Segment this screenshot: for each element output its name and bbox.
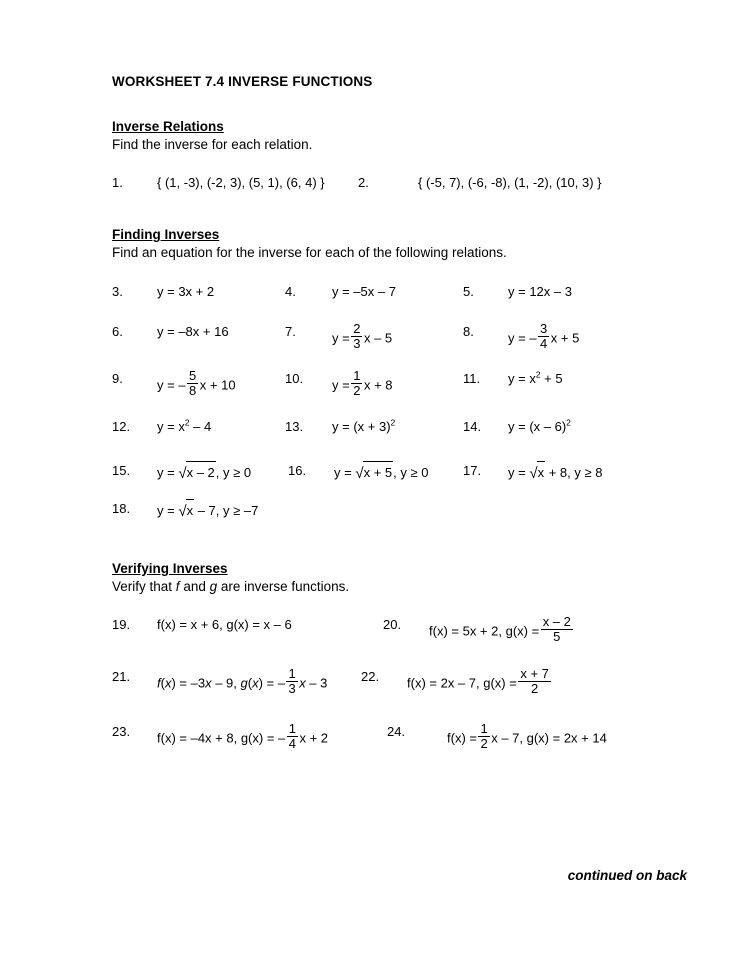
instruction-text-mid: and (179, 578, 210, 594)
problem-expression-18 (157, 499, 258, 522)
problem-expression-4: y = –5x – 7 (332, 283, 396, 299)
problem-row-19-20 (112, 615, 692, 667)
fraction (538, 322, 549, 351)
radicand: x + 5 (363, 461, 394, 483)
paren-open: ( (160, 675, 165, 691)
problem-number-13: 13. (285, 418, 304, 434)
function-name-f: f (157, 675, 161, 691)
expr-tail: x – 7, g(x) = 2x + 14 (491, 730, 607, 746)
problem-number-11: 11. (463, 370, 481, 386)
problem-row-1-2 (112, 173, 692, 199)
problem-expression-24 (447, 722, 607, 751)
exponent: 2 (566, 417, 571, 428)
problem-row-3-5 (112, 282, 692, 322)
expr-tail: – 4 (189, 418, 212, 434)
section-heading-finding-inverses: Finding Inverses (112, 227, 220, 243)
expr-lead: y = (508, 464, 526, 480)
problem-number-4: 4. (285, 283, 296, 299)
problem-row-23-24 (112, 722, 692, 772)
expr-lead: f(x) = (447, 730, 477, 746)
problem-number-6: 6. (112, 323, 123, 339)
problem-number-18: 18. (112, 500, 131, 516)
fraction-denominator: 3 (353, 335, 361, 351)
expr-lead: f(x) = 2x – 7, g(x) = (407, 675, 517, 691)
expr-lead: y = (157, 464, 175, 480)
problem-row-21-22 (112, 667, 692, 722)
fraction (518, 667, 551, 696)
problem-number-3: 3. (112, 283, 123, 299)
problem-number-9: 9. (112, 370, 123, 386)
fraction (351, 322, 362, 351)
variable-f: f (175, 578, 180, 594)
problem-expression-7 (332, 322, 392, 351)
problem-expression-8 (508, 322, 579, 351)
function-name-g: g (240, 675, 248, 691)
variable-x: x (299, 675, 306, 691)
problem-expression-21 (157, 667, 327, 696)
problem-expression-5: y = 12x – 3 (508, 283, 572, 299)
expr-tail: , y ≥ 0 (215, 464, 252, 480)
fraction (287, 722, 298, 751)
radical-sign: √ (355, 464, 364, 482)
expr-lead: y = x (508, 370, 536, 386)
problem-number-7: 7. (285, 323, 296, 339)
paren-open: ( (247, 675, 253, 691)
fraction-numerator: 2 (353, 320, 361, 336)
problem-number-2: 2. (358, 175, 369, 191)
fraction-denominator: 3 (288, 681, 296, 697)
radicand: x (186, 499, 195, 521)
problem-number-22: 22. (361, 669, 380, 685)
expr-lead: y = x (157, 418, 185, 434)
problem-number-12: 12. (112, 418, 131, 434)
problem-number-5: 5. (463, 283, 474, 299)
fraction-denominator: 8 (189, 382, 197, 398)
fraction-denominator: 2 (353, 382, 361, 398)
exponent: 2 (535, 369, 541, 380)
square-root-icon (178, 461, 215, 484)
problem-number-14: 14. (463, 418, 482, 434)
expr-tail: x + 5 (550, 330, 580, 346)
expr-tail: x + 8 (363, 377, 393, 393)
fraction-numerator: 5 (189, 367, 197, 383)
expr-lead: f(x) = –4x + 8, g(x) = – (157, 730, 286, 746)
section-instruction-finding-inverses: Find an equation for the inverse for each of the following relations. (112, 245, 507, 261)
fraction-numerator: x – 2 (542, 614, 571, 630)
fraction-denominator: 2 (480, 736, 488, 752)
variable-x: x (164, 675, 172, 691)
expr-lead: y = (332, 377, 350, 393)
problem-expression-9 (157, 369, 236, 398)
expr-lead: y = (157, 502, 175, 518)
problem-number-21: 21. (112, 669, 131, 685)
variable-g: g (209, 578, 218, 594)
problem-expression-19: f(x) = x + 6, g(x) = x – 6 (157, 617, 292, 633)
problem-expression-11 (508, 369, 563, 389)
fraction-numerator: x + 7 (520, 666, 549, 682)
problem-expression-23 (157, 722, 328, 751)
radicand: x – 2 (186, 461, 216, 483)
expr-lead: y = (334, 464, 352, 480)
section-instruction-verifying-inverses (112, 578, 692, 596)
expr-lead: y = (x – 6) (508, 418, 567, 434)
problem-number-19: 19. (112, 617, 131, 633)
expr-tail: – 3 (305, 675, 328, 691)
problem-expression-3: y = 3x + 2 (157, 283, 215, 299)
fraction-numerator: 1 (353, 367, 361, 383)
radical-sign: √ (178, 502, 187, 520)
fraction-denominator: 5 (541, 629, 573, 644)
problem-expression-14 (508, 417, 571, 437)
fraction-numerator: 1 (288, 721, 296, 737)
expr-tail: x + 2 (299, 730, 329, 746)
problem-row-18 (112, 499, 692, 535)
section-instruction-inverse-relations: Find the inverse for each relation. (112, 136, 313, 152)
expr-lead: f(x) = 5x + 2, g(x) = (429, 623, 540, 639)
radical-sign: √ (178, 464, 187, 482)
problem-expression-1: { (1, -3), (-2, 3), (5, 1), (6, 4) } (157, 175, 325, 191)
fraction-denominator: 2 (518, 681, 551, 696)
section-heading-verifying-inverses: Verifying Inverses (112, 560, 228, 576)
fraction (187, 369, 198, 398)
expr-tail: + 8, y ≥ 8 (545, 464, 603, 480)
variable-x: x (252, 675, 259, 691)
instruction-text-post: are inverse functions. (217, 578, 350, 594)
expr-lead: y = (x + 3) (332, 418, 391, 434)
expr-part: ) = – (258, 675, 285, 691)
instruction-text-pre: Verify that (112, 578, 176, 594)
exponent: 2 (390, 417, 396, 428)
fraction (478, 722, 489, 751)
problem-number-24: 24. (387, 724, 406, 740)
fraction-numerator: 1 (480, 721, 488, 737)
problem-expression-2: { (-5, 7), (-6, -8), (1, -2), (10, 3) } (418, 175, 602, 191)
expr-tail: – 7, y ≥ –7 (194, 502, 259, 518)
square-root-icon (178, 499, 194, 522)
expr-lead: y = – (157, 377, 186, 393)
expr-part: – 9, (211, 675, 241, 691)
problem-expression-20 (429, 615, 574, 644)
expr-lead: y = – (508, 330, 537, 346)
problem-expression-13 (332, 417, 395, 437)
problem-number-15: 15. (112, 462, 131, 478)
fraction (541, 615, 573, 644)
fraction (286, 667, 297, 696)
problem-number-23: 23. (112, 724, 131, 740)
expr-lead: y = (332, 330, 350, 346)
problem-expression-16 (334, 461, 428, 484)
square-root-icon (355, 461, 393, 484)
page-title: WORKSHEET 7.4 INVERSE FUNCTIONS (112, 74, 373, 89)
document-body (112, 74, 692, 772)
expr-part: ) = –3 (171, 675, 206, 691)
problem-number-8: 8. (463, 323, 474, 339)
problem-number-10: 10. (285, 370, 304, 386)
problem-row-15-17 (112, 461, 692, 499)
problem-row-9-11 (112, 369, 692, 417)
problem-number-17: 17. (463, 462, 482, 478)
fraction-denominator: 4 (540, 335, 548, 351)
fraction-denominator: 4 (288, 736, 296, 752)
problem-expression-15 (157, 461, 251, 484)
problem-expression-6: y = –8x + 16 (157, 323, 229, 339)
problem-row-12-14 (112, 417, 692, 461)
problem-number-16: 16. (288, 462, 307, 478)
problem-expression-17 (508, 461, 602, 484)
variable-x: x (205, 675, 212, 691)
problem-expression-12 (157, 417, 211, 437)
expr-tail: + 5 (540, 370, 563, 386)
expr-tail: x + 10 (199, 377, 236, 393)
expr-tail: x – 5 (363, 330, 393, 346)
footer-note: continued on back (567, 868, 687, 883)
fraction-numerator: 3 (540, 320, 548, 336)
expr-tail: , y ≥ 0 (393, 464, 429, 480)
fraction (351, 369, 362, 398)
radical-sign: √ (529, 464, 538, 482)
problem-number-20: 20. (383, 617, 402, 633)
square-root-icon (529, 461, 545, 484)
radicand: x (537, 461, 546, 483)
problem-row-6-8 (112, 322, 692, 369)
exponent: 2 (184, 417, 190, 428)
problem-expression-10 (332, 369, 393, 398)
problem-expression-22 (407, 667, 552, 696)
section-heading-inverse-relations: Inverse Relations (112, 119, 224, 134)
problem-number-1: 1. (112, 175, 123, 191)
fraction-numerator: 1 (288, 666, 296, 682)
